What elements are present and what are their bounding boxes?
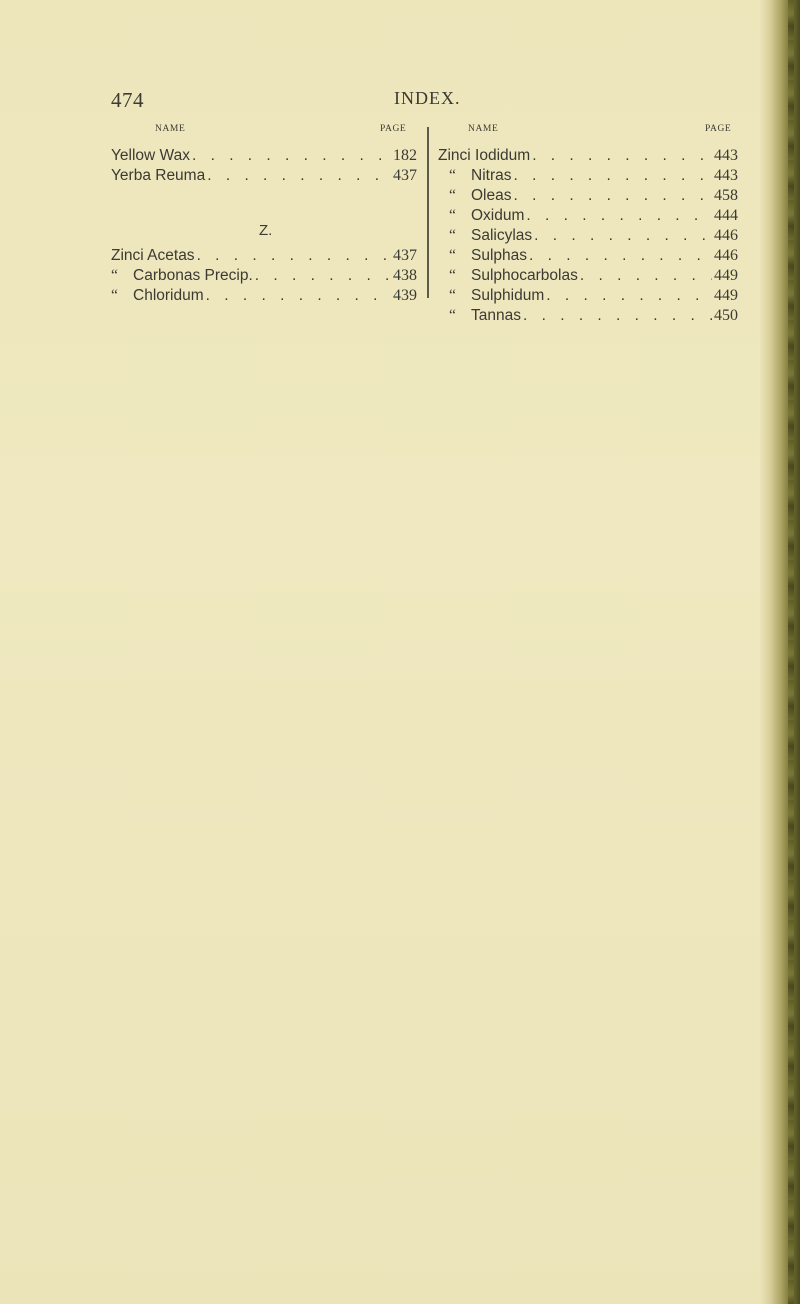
entry-page: 450: [714, 307, 738, 324]
entry-page: 443: [714, 167, 738, 184]
entry-name: Oxidum: [471, 207, 525, 224]
index-entry: [449, 286, 738, 306]
dot-leader: [546, 286, 712, 306]
index-entry: [449, 206, 738, 226]
index-entry: [111, 246, 417, 266]
book-edge: [760, 0, 800, 1304]
dot-leader: [580, 266, 712, 286]
index-entry: [449, 306, 738, 326]
ditto-mark: “: [449, 167, 456, 184]
entry-page: 449: [714, 287, 738, 304]
entry-name: Sulphocarbolas: [471, 267, 578, 284]
entry-name: Carbonas Precip.: [133, 267, 253, 284]
entry-name: Yerba Reuma: [111, 167, 206, 184]
entry-name: Nitras: [471, 167, 512, 184]
book-edge-texture: [788, 0, 794, 1304]
ditto-mark: “: [449, 287, 456, 304]
dot-leader: [526, 206, 712, 226]
entry-name: Sulphas: [471, 247, 528, 264]
entry-page: 446: [714, 227, 738, 244]
index-entry: [111, 266, 417, 286]
ditto-mark: “: [449, 207, 456, 224]
entry-name: Zinci Iodidum: [438, 147, 531, 164]
dot-leader: [207, 166, 391, 186]
index-entry: [449, 186, 738, 206]
dot-leader: [197, 246, 391, 266]
ditto-mark: “: [449, 247, 456, 264]
right-name-heading: NAME: [468, 124, 499, 134]
dot-leader: [514, 186, 713, 206]
entry-page: 438: [393, 267, 417, 284]
running-head-title: INDEX.: [394, 88, 461, 108]
index-entry: [111, 146, 417, 166]
entry-name: Tannas: [471, 307, 521, 324]
entry-page: 182: [393, 147, 417, 164]
ditto-mark: “: [111, 267, 118, 284]
entry-page: 443: [714, 147, 738, 164]
entry-page: 446: [714, 247, 738, 264]
entry-name: Oleas: [471, 187, 512, 204]
dot-leader: [206, 286, 391, 306]
ditto-mark: “: [111, 287, 118, 304]
entry-page: 458: [714, 187, 738, 204]
entry-page: 437: [393, 247, 417, 264]
entry-page: 437: [393, 167, 417, 184]
index-entry: [449, 166, 738, 186]
entry-name: Salicylas: [471, 227, 533, 244]
entry-name: Yellow Wax: [111, 147, 190, 164]
right-page-heading: PAGE: [705, 124, 732, 134]
dot-leader: [523, 306, 712, 326]
dot-leader: [529, 246, 712, 266]
column-divider: [427, 127, 429, 298]
dot-leader: [255, 266, 391, 286]
index-entry: [449, 266, 738, 286]
index-entry: [111, 286, 417, 306]
page-number: 474: [111, 88, 144, 112]
left-name-heading: NAME: [155, 124, 186, 134]
entry-page: 439: [393, 287, 417, 304]
dot-leader: [534, 226, 712, 246]
entry-name: Chloridum: [133, 287, 204, 304]
entry-page: 449: [714, 267, 738, 284]
section-letter: Z.: [259, 222, 273, 239]
dot-leader: [192, 146, 391, 166]
index-entry: [438, 146, 738, 166]
dot-leader: [532, 146, 712, 166]
ditto-mark: “: [449, 307, 456, 324]
ditto-mark: “: [449, 227, 456, 244]
left-page-heading: PAGE: [380, 124, 407, 134]
dot-leader: [513, 166, 712, 186]
entry-name: Zinci Acetas: [111, 247, 195, 264]
entry-name: Sulphidum: [471, 287, 545, 304]
index-entry: [111, 166, 417, 186]
index-entry: [449, 226, 738, 246]
index-entry: [449, 246, 738, 266]
ditto-mark: “: [449, 187, 456, 204]
entry-page: 444: [714, 207, 738, 224]
ditto-mark: “: [449, 267, 456, 284]
